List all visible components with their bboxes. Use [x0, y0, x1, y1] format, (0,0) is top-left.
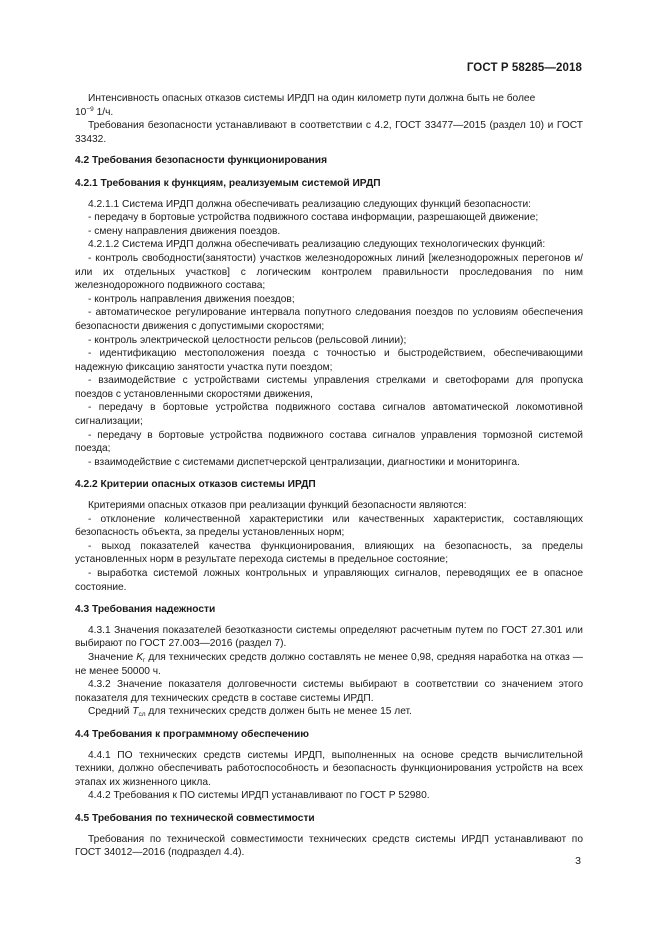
list-item: - контроль направления движения поездов; [88, 293, 295, 305]
paragraph-4-2-1-1: 4.2.1.1 Система ИРДП должна обеспечивать реализацию следующих функций безопасности: [88, 198, 531, 210]
list-item: - смену направления движения поездов. [88, 225, 281, 237]
list-item: - взаимодействие с устройствами системы управления стрелками и светофорами для пропуска поездов с установленными скоростями движения, [75, 375, 583, 400]
paragraph-text: Средний [88, 706, 133, 718]
list-item: - выход показателей качества функционирования, влияющих на безопасность, за пределы установленных норм в результате перехода системы в предельное состояние; [75, 540, 583, 566]
section-heading-4-4: 4.4 Требования к программному обеспечению [75, 728, 309, 740]
section-heading-4-2: 4.2 Требования безопасности функционирования [75, 155, 328, 167]
section-heading-4-2-2: 4.2.2 Критерии опасных отказов системы ИРДП [75, 479, 316, 491]
list-item: - отклонение количественной характеристики или качественных характеристик, составляющих безопасность объекта, за пределы установленных норм; [75, 513, 583, 539]
list-item: - автоматическое регулирование интервала попутного следования поездов по условиям обеспечения безопасности движения с допустимыми скоростями; [75, 307, 583, 332]
list-item: - выработка системой ложных контрольных и управляющих сигналов, переводящих ее в опасное состояние. [75, 568, 583, 593]
value-base: 10 [75, 106, 87, 118]
section-heading-4-5: 4.5 Требования по технической совместимости [75, 812, 315, 824]
paragraph-safety-requirements: Требования безопасности устанавливают в соответствии с 4.2, ГОСТ 33477—2015 (раздел 10) и ГОСТ 33432. [75, 120, 583, 145]
paragraph-text: Значение [88, 651, 137, 663]
paragraph-intensity [75, 92, 583, 106]
list-item: - передачу в бортовые устройства подвижного состава сигналов автоматической локомотивной сигнализации; [75, 402, 583, 428]
section-heading-4-2-1: 4.2.1 Требования к функциям, реализуемым системой ИРДП [75, 177, 381, 189]
document-code-header: ГОСТ Р 58285—2018 [466, 62, 582, 74]
paragraph-4-2-1-2: 4.2.1.2 Система ИРДП должна обеспечивать реализацию следующих технологических функций: [88, 239, 546, 251]
list-item: - контроль свободности(занятости) участков железнодорожных линий [железнодорожных перегонов и/или их отдельных участков] с логическим контролем правильности проследования по ним железнодорожного подвижного состава; [75, 252, 583, 292]
list-item: - передачу в бортовые устройства подвижного состава сигналов управления тормозной системой поезда; [75, 429, 583, 455]
page-number: 3 [575, 855, 581, 867]
paragraph-criteria-intro: Критериями опасных отказов при реализации функций безопасности являются: [88, 500, 467, 512]
paragraph-text: Интенсивность опасных отказов системы ИРДП на один километр пути должна быть не более [88, 93, 536, 104]
paragraph-4-3-2: 4.3.2 Значение показателя долговечности системы выбирают в соответствии со значением этого показателя для технических средств в составе системы ИРДП. [75, 679, 583, 704]
section-heading-4-3: 4.3 Требования надежности [75, 604, 216, 616]
variable-symbol: T [132, 706, 139, 718]
variable-subscript: сл [138, 711, 146, 719]
paragraph-tsl-value [75, 705, 583, 719]
paragraph-4-3-1: 4.3.1 Значения показателей безотказности системы определяют расчетным путем по ГОСТ 27.301 или выбирают по ГОСТ 27.003—2016 (раздел 7). [75, 624, 583, 650]
value-unit: 1/ч. [93, 106, 114, 118]
list-item: - контроль электрической целостности рельсов (рельсовой линии); [88, 334, 407, 346]
variable-subscript: г [143, 656, 146, 664]
list-item: - взаимодействие с системами диспетчерской централизации, диагностики и мониторинга. [88, 456, 520, 468]
paragraph-4-5: Требования по технической совместимости технических средств системы ИРДП устанавливают по ГОСТ 34012—2016 (подраздел 4.4). [75, 833, 583, 859]
variable-symbol: K [136, 651, 143, 663]
list-item: - идентификацию местоположения поезда с точностью и быстродействием, обеспечивающими надежную фиксацию занятости участка пути поездом; [75, 348, 583, 373]
paragraph-intensity-value [75, 106, 583, 120]
paragraph-4-4-2: 4.4.2 Требования к ПО системы ИРДП устанавливают по ГОСТ Р 52980. [88, 790, 430, 802]
paragraph-kg-value [75, 651, 583, 678]
document-body [75, 92, 583, 860]
paragraph-4-4-1: 4.4.1 ПО технических средств системы ИРДП, выполненных на основе средств вычислительной техники, должно обеспечивать работоспособность и безопасность функционирования устройств на всех этапах их жизненного цикла. [75, 749, 583, 788]
paragraph-text: для технических средств должен быть не менее 15 лет. [145, 706, 412, 718]
list-item: - передачу в бортовые устройства подвижного состава информации, разрешающей движение; [88, 212, 539, 224]
value-exponent: −9 [86, 105, 94, 113]
paragraph-text: для технических средств должно составлять не менее 0,98, средняя наработка на отказ — не менее 50000 ч. [75, 651, 583, 677]
